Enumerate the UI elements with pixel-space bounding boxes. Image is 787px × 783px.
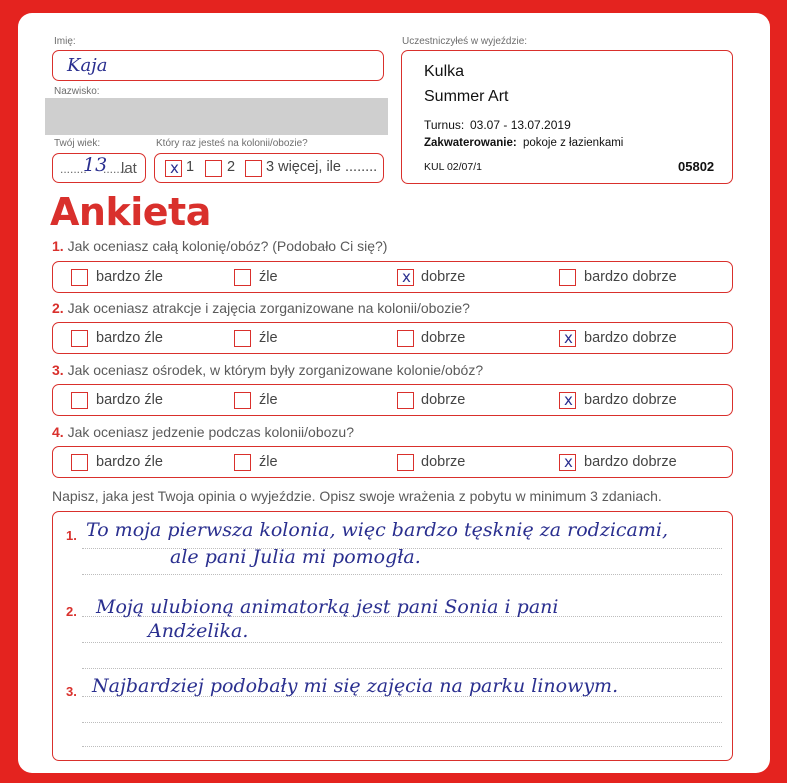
option-label: dobrze <box>421 269 466 285</box>
q4-checkbox-bardzo-zle[interactable] <box>71 454 88 471</box>
option-label: bardzo źle <box>96 330 163 346</box>
option-label: źle <box>259 454 278 470</box>
survey-title: Ankieta <box>50 190 211 234</box>
trip-program: Summer Art <box>424 88 509 105</box>
times-checkbox-3[interactable] <box>245 160 262 177</box>
question-number: 1. <box>52 238 64 254</box>
q2-checkbox-bardzo-zle[interactable] <box>71 330 88 347</box>
age-dots-before: ........ <box>60 162 87 176</box>
name-field[interactable] <box>52 50 384 81</box>
question-text: Jak oceniasz ośrodek, w którym były zorganizowane kolonie/obóz? <box>67 362 484 378</box>
q1-checkbox-dobrze[interactable] <box>397 269 414 286</box>
q3-checkbox-zle[interactable] <box>234 392 251 409</box>
q4-checkbox-bardzo-dobrze[interactable] <box>559 454 576 471</box>
turnus-label: Turnus: <box>424 118 465 132</box>
option-label: dobrze <box>421 392 466 408</box>
question-text: Jak oceniasz atrakcje i zajęcia zorganizowane na kolonii/obozie? <box>67 300 470 316</box>
option-label: dobrze <box>421 330 466 346</box>
times-option-2: 2 <box>227 159 236 175</box>
question-4 <box>52 424 354 440</box>
question-2 <box>52 300 470 316</box>
housing-value: pokoje z łazienkami <box>523 137 624 149</box>
turnus-value: 03.07 - 13.07.2019 <box>470 118 571 132</box>
option-label: źle <box>259 392 278 408</box>
q3-checkbox-dobrze[interactable] <box>397 392 414 409</box>
answer-row-1 <box>52 261 733 293</box>
q2-checkbox-dobrze[interactable] <box>397 330 414 347</box>
q3-checkbox-bardzo-dobrze[interactable] <box>559 392 576 409</box>
opinion-number-3: 3. <box>66 684 77 699</box>
opinion-number-2: 2. <box>66 604 77 619</box>
writing-line <box>82 574 722 575</box>
question-number: 2. <box>52 300 64 316</box>
q4-checkbox-zle[interactable] <box>234 454 251 471</box>
housing-label: Zakwaterowanie: <box>424 137 517 149</box>
option-label: bardzo dobrze <box>584 392 677 408</box>
question-text: Jak oceniasz całą kolonię/obóz? (Podobało Ci się?) <box>67 238 388 254</box>
opinion-2-line-2: Andżelika. <box>148 620 249 642</box>
option-label: bardzo dobrze <box>584 330 677 346</box>
answer-row-3 <box>52 384 733 416</box>
question-1 <box>52 238 387 254</box>
trip-number: 05802 <box>678 159 715 174</box>
question-3 <box>52 362 483 378</box>
trip-info-box <box>401 50 733 184</box>
opinion-1-line-1: To moja pierwsza kolonia, więc bardzo tęsknię za rodzicami, <box>86 519 669 541</box>
q1-checkbox-zle[interactable] <box>234 269 251 286</box>
q1-checkbox-bardzo-zle[interactable] <box>71 269 88 286</box>
q1-checkbox-bardzo-dobrze[interactable] <box>559 269 576 286</box>
checkbox-mark: x <box>402 268 411 286</box>
age-label: Twój wiek: <box>54 138 101 149</box>
participant-label: Uczestniczyłeś w wyjeździe: <box>402 36 528 47</box>
question-number: 3. <box>52 362 64 378</box>
opinion-2-line-1: Moją ulubioną animatorką jest pani Sonia i pani <box>96 596 559 618</box>
checkbox-mark: x <box>564 453 573 471</box>
writing-line <box>82 668 722 669</box>
writing-line <box>82 746 722 747</box>
q2-checkbox-zle[interactable] <box>234 330 251 347</box>
opinion-1-line-2: ale pani Julia mi pomogła. <box>170 546 421 568</box>
checkbox-mark: x <box>564 329 573 347</box>
name-value: Kaja <box>67 55 108 76</box>
q2-checkbox-bardzo-dobrze[interactable] <box>559 330 576 347</box>
option-label: bardzo dobrze <box>584 269 677 285</box>
option-label: bardzo źle <box>96 392 163 408</box>
checkbox-mark: x <box>170 159 179 177</box>
opinion-prompt: Napisz, jaka jest Twoja opinia o wyjeździe. Opisz swoje wrażenia z pobytu w minimum 3 zdaniach. <box>52 488 662 504</box>
answer-row-2 <box>52 322 733 354</box>
age-unit: lat <box>121 160 137 177</box>
times-checkbox-2[interactable] <box>205 160 222 177</box>
option-label: źle <box>259 269 278 285</box>
q3-checkbox-bardzo-zle[interactable] <box>71 392 88 409</box>
surname-label: Nazwisko: <box>54 86 100 97</box>
age-field[interactable] <box>52 153 146 183</box>
option-label: bardzo dobrze <box>584 454 677 470</box>
trip-code: KUL 02/07/1 <box>424 161 482 173</box>
times-field <box>154 153 384 183</box>
writing-line <box>82 722 722 723</box>
age-dots-after: ....... <box>103 162 127 176</box>
times-option-1: 1 <box>186 159 195 175</box>
age-value: 13 <box>83 154 108 176</box>
option-label: bardzo źle <box>96 454 163 470</box>
option-label: źle <box>259 330 278 346</box>
option-label: bardzo źle <box>96 269 163 285</box>
opinion-number-1: 1. <box>66 528 77 543</box>
surname-redacted-field <box>45 98 388 135</box>
checkbox-mark: x <box>564 391 573 409</box>
opinion-3-line-1: Najbardziej podobały mi się zajęcia na parku linowym. <box>92 675 619 697</box>
answer-row-4 <box>52 446 733 478</box>
question-number: 4. <box>52 424 64 440</box>
q4-checkbox-dobrze[interactable] <box>397 454 414 471</box>
name-label: Imię: <box>54 36 76 47</box>
writing-line <box>82 642 722 643</box>
times-checkbox-1[interactable] <box>165 160 182 177</box>
question-text: Jak oceniasz jedzenie podczas kolonii/obozu? <box>67 424 354 440</box>
option-label: dobrze <box>421 454 466 470</box>
trip-name: Kulka <box>424 63 465 80</box>
times-label: Który raz jesteś na kolonii/obozie? <box>156 138 308 149</box>
times-option-3: 3 więcej, ile ........ <box>266 159 378 175</box>
